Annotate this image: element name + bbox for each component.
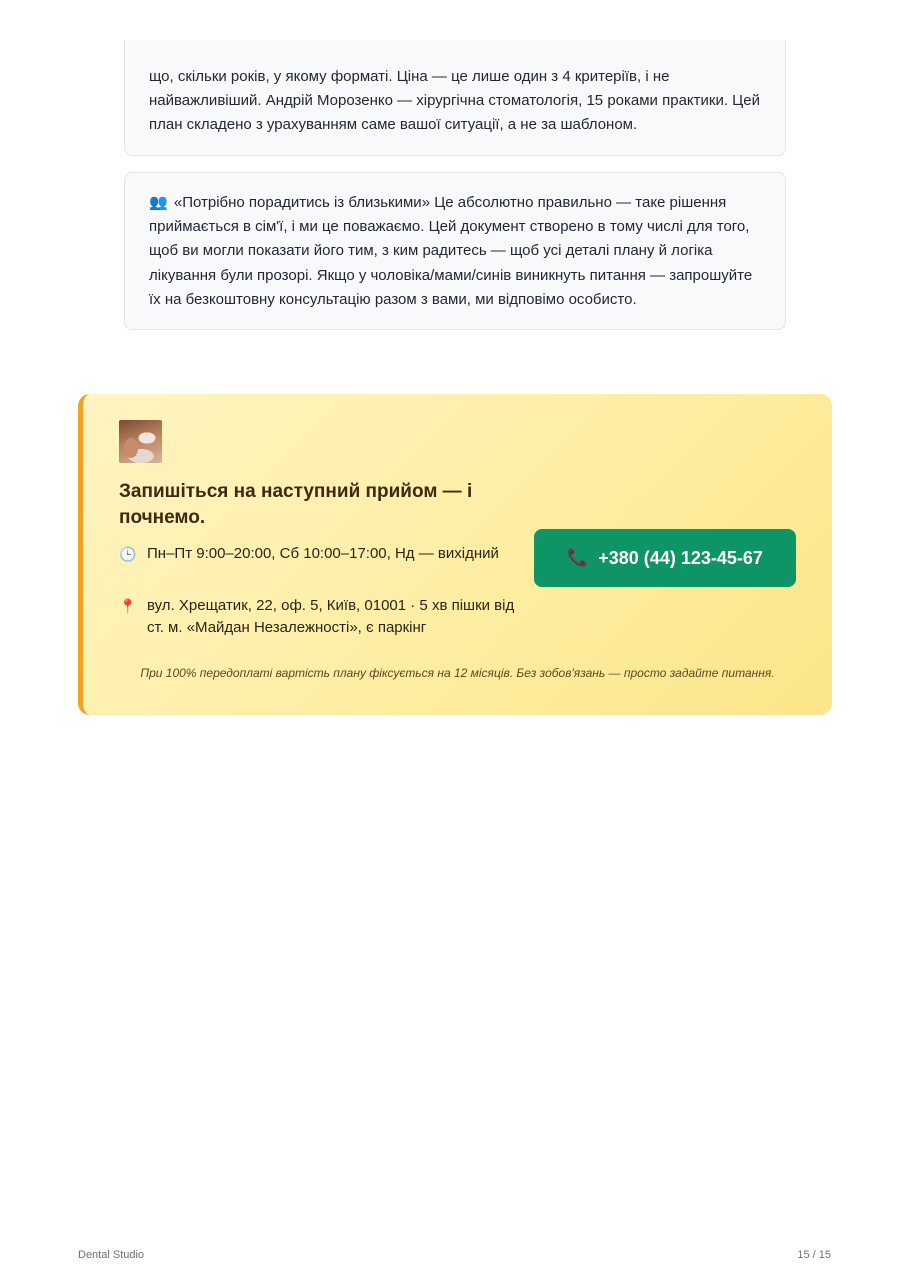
phone-icon: 📞 <box>567 548 589 567</box>
clinic-address-text: вул. Хрещатик, 22, оф. 5, Київ, 01001 · 5 хв пішки від ст. м. «Майдан Незалежності», є паркінг <box>147 597 515 636</box>
note-text: що, скільки років, у якому форматі. Ціна — це лише один з 4 критеріїв, і не найважливіший. Андрій Морозенко — хірургічна стоматологія, 15 роками практики. Цей план складено з урахуванням саме вашої ситуації, а не за шаблоном. <box>149 68 760 134</box>
objection-note-card <box>124 40 786 156</box>
people-icon: 👥 <box>149 194 168 211</box>
cta-title: Запишіться на наступний прийом — і почнемо. <box>119 481 473 528</box>
clinic-address <box>119 595 519 639</box>
note-text <box>149 191 761 312</box>
footer-document-name: Dental Studio <box>78 1249 145 1261</box>
call-phone-button[interactable] <box>534 529 796 587</box>
clock-icon: 🕒 <box>119 546 137 562</box>
working-hours <box>119 543 519 565</box>
objection-note-card-family <box>124 172 786 330</box>
phone-number: +380 (44) 123-45-67 <box>598 547 763 568</box>
note-body: «Потрібно порадитись із близькими» Це абсолютно правильно — таке рішення приймається в сім'ї, і ми це поважаємо. Цей документ створено в тому числі для того, щоб ви могли показати його тим, з ким радитесь — щоб усі деталі плану й логіка лікування були прозорі. Якщо у чоловіка/мами/синів виникнуть питання — запрошуйте їх на безкоштовну консультацію разом з вами, ми відповімо особисто. <box>149 194 753 308</box>
prepayment-footnote: При 100% передоплаті вартість плану фіксується на 12 місяців. Без зобов'язань — просто задайте питання. <box>140 666 775 680</box>
working-hours-text: Пн–Пт 9:00–20:00, Сб 10:00–17:00, Нд — вихідний <box>147 545 499 562</box>
location-pin-icon: 📍 <box>119 598 137 614</box>
footer-page-number: 15 / 15 <box>797 1249 831 1261</box>
dental-photo-thumbnail <box>119 420 162 463</box>
appointment-cta-panel <box>78 394 832 715</box>
